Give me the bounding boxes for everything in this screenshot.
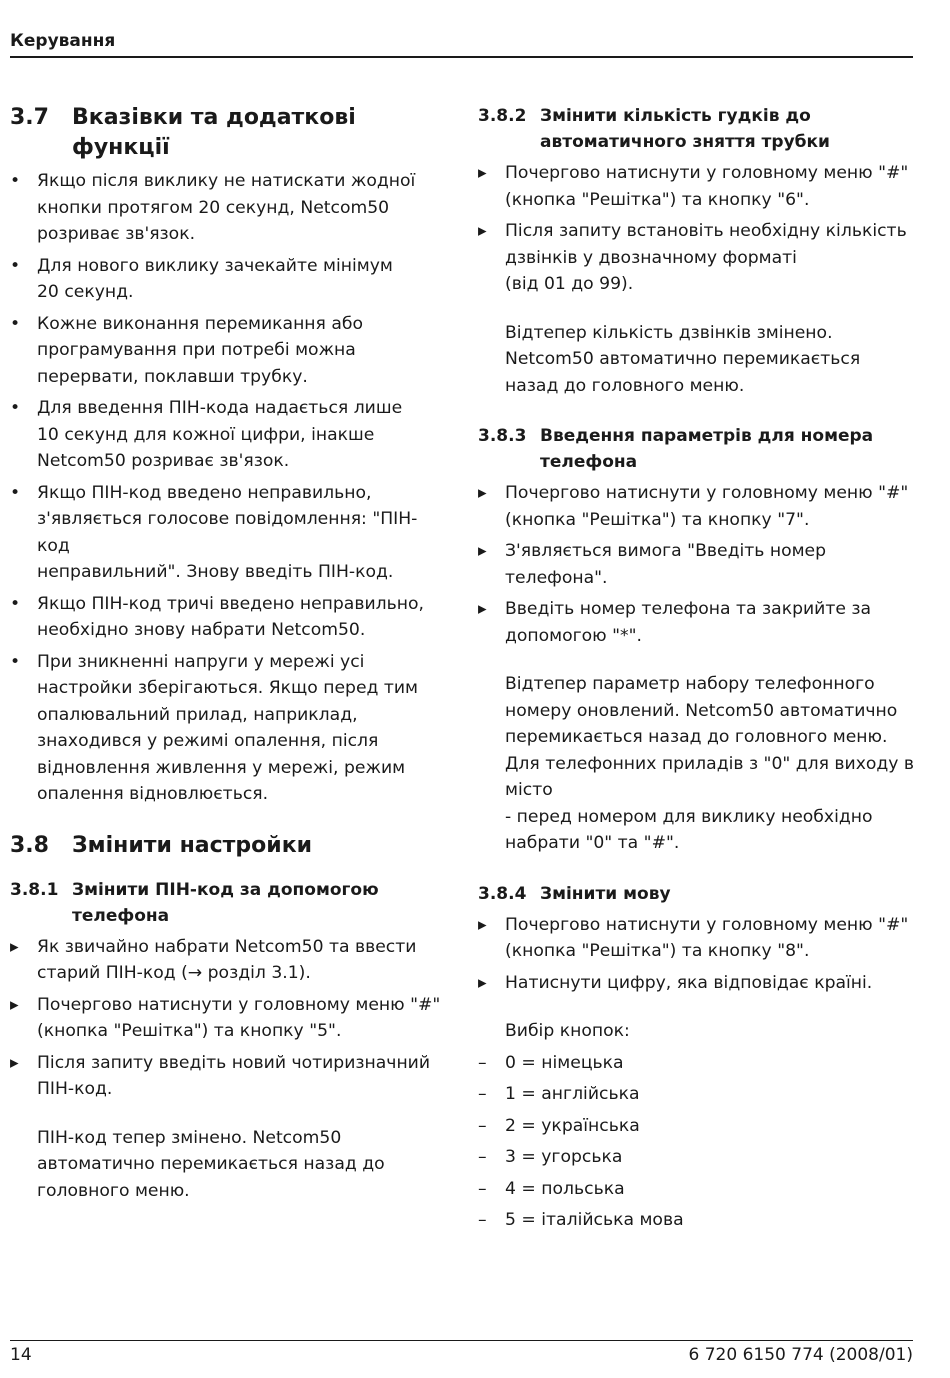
- section-number: 3.7: [10, 105, 49, 130]
- section-3-7-heading: [10, 103, 450, 163]
- notes-list: [10, 168, 450, 808]
- list-item: ▸ Почергово натиснути у головному меню "#" (кнопка "Решітка") та кнопку "5".: [10, 994, 441, 1041]
- page-header-title: Керування: [10, 31, 116, 51]
- list-item: ▸ Натиснути цифру, яка відповідає країні.: [478, 972, 873, 993]
- list-item: ▸ Як звичайно набрати Netcom50 та ввести старий ПІН-код (→ розділ 3.1).: [10, 936, 417, 983]
- section-title: Змінити ПІН-код за допомогою телефона: [72, 879, 379, 926]
- list-item: – 5 = італійська мова: [478, 1210, 684, 1230]
- list-item: – 0 = німецька: [478, 1052, 624, 1073]
- section-number: 3.8: [10, 832, 49, 858]
- section-3-8-4-heading: [478, 881, 918, 907]
- right-column: [478, 103, 918, 1239]
- section-number: 3.8.1: [10, 879, 59, 900]
- result-text: Відтепер параметр набору телефонного номеру оновлений. Netcom50 автоматично перемикається назад до головного меню. Для телефонних приладів з "0" для виходу в місто - перед номером для виклику необхідно набрати "0" та "#".: [505, 674, 915, 853]
- left-column: [10, 103, 450, 1204]
- list-item: – 4 = польська: [478, 1178, 625, 1199]
- section-title: Змінити мову: [540, 883, 671, 904]
- list-item: ▸ Введіть номер телефона та закрийте за допомогою "*".: [478, 599, 872, 646]
- section-title: Змінити настройки: [72, 832, 313, 858]
- section-title: Змінити кількість гудків до автоматичного зняття трубки: [540, 106, 830, 152]
- result-text: ПІН-код тепер змінено. Netcom50 автоматично перемикається назад до головного меню.: [37, 1127, 385, 1201]
- list-item: – 2 = українська: [478, 1115, 640, 1136]
- list-item: • Для нового виклику зачекайте мінімум 20 секунд.: [10, 255, 393, 302]
- page-number: 14: [10, 1345, 32, 1365]
- list-item: ▸ Почергово натиснути у головному меню "#" (кнопка "Решітка") та кнопку "8".: [478, 914, 909, 961]
- list-item: ▸ Після запиту введіть новий чотиризначний ПІН-код.: [10, 1052, 431, 1099]
- list-item: ▸ Почергово натиснути у головному меню "#" (кнопка "Решітка") та кнопку "7".: [478, 483, 909, 530]
- list-item: • При зникненні напруги у мережі усі настройки зберігаються. Якщо перед тим опалювальний прилад, наприклад, знаходився у режимі опалення, після відновлення живлення у мережі, режим опалення відновлюється.: [10, 651, 419, 804]
- steps-list: [478, 912, 918, 997]
- result-text: Відтепер кількість дзвінків змінено. Netcom50 автоматично перемикається назад до головного меню.: [505, 322, 861, 396]
- list-item: ▸ З'являється вимога "Введіть номер телефона".: [478, 541, 827, 588]
- list-item: • Для введення ПІН-кода надається лише 10 секунд для кожної цифри, інакше Netcom50 розриває зв'язок.: [10, 398, 403, 471]
- steps-list: [10, 934, 450, 1103]
- section-title: Вказівки та додаткові функції: [72, 105, 356, 160]
- header-rule: [10, 56, 913, 58]
- section-number: 3.8.2: [478, 106, 527, 126]
- steps-list: [478, 480, 918, 649]
- section-number: 3.8.4: [478, 883, 527, 904]
- section-number: 3.8.3: [478, 426, 527, 446]
- list-item: – 3 = угорська: [478, 1147, 623, 1167]
- section-title: Введення параметрів для номера телефона: [540, 426, 874, 472]
- section-3-8-2-heading: [478, 103, 918, 155]
- section-3-8-1-heading: [10, 877, 450, 929]
- document-code: 6 720 6150 774 (2008/01): [688, 1345, 913, 1365]
- steps-list: [478, 160, 918, 298]
- list-item: • Кожне виконання перемикання або програмування при потребі можна перервати, поклавши трубку.: [10, 313, 363, 387]
- list-item: – 1 = англійська: [478, 1084, 640, 1104]
- list-item: ▸ Після запиту встановіть необхідну кількість дзвінків у двозначному форматі (від 01 до 99).: [478, 221, 907, 294]
- section-3-8-heading: [10, 831, 450, 861]
- list-item: ▸ Почергово натиснути у головному меню "#" (кнопка "Решітка") та кнопку "6".: [478, 163, 909, 210]
- footer-rule: [10, 1340, 913, 1341]
- options-label: Вибір кнопок:: [505, 1021, 630, 1041]
- section-3-8-3-heading: [478, 423, 918, 475]
- list-item: • Якщо ПІН-код тричі введено неправильно, необхідно знову набрати Netcom50.: [10, 593, 424, 640]
- list-item: • Якщо ПІН-код введено неправильно, з'являється голосове повідомлення: "ПІН-код неправильний". Знову введіть ПІН-код.: [10, 482, 418, 582]
- list-item: • Якщо після виклику не натискати жодної кнопки протягом 20 секунд, Netcom50 розриває зв'язок.: [10, 171, 416, 244]
- language-options-list: [478, 1050, 918, 1234]
